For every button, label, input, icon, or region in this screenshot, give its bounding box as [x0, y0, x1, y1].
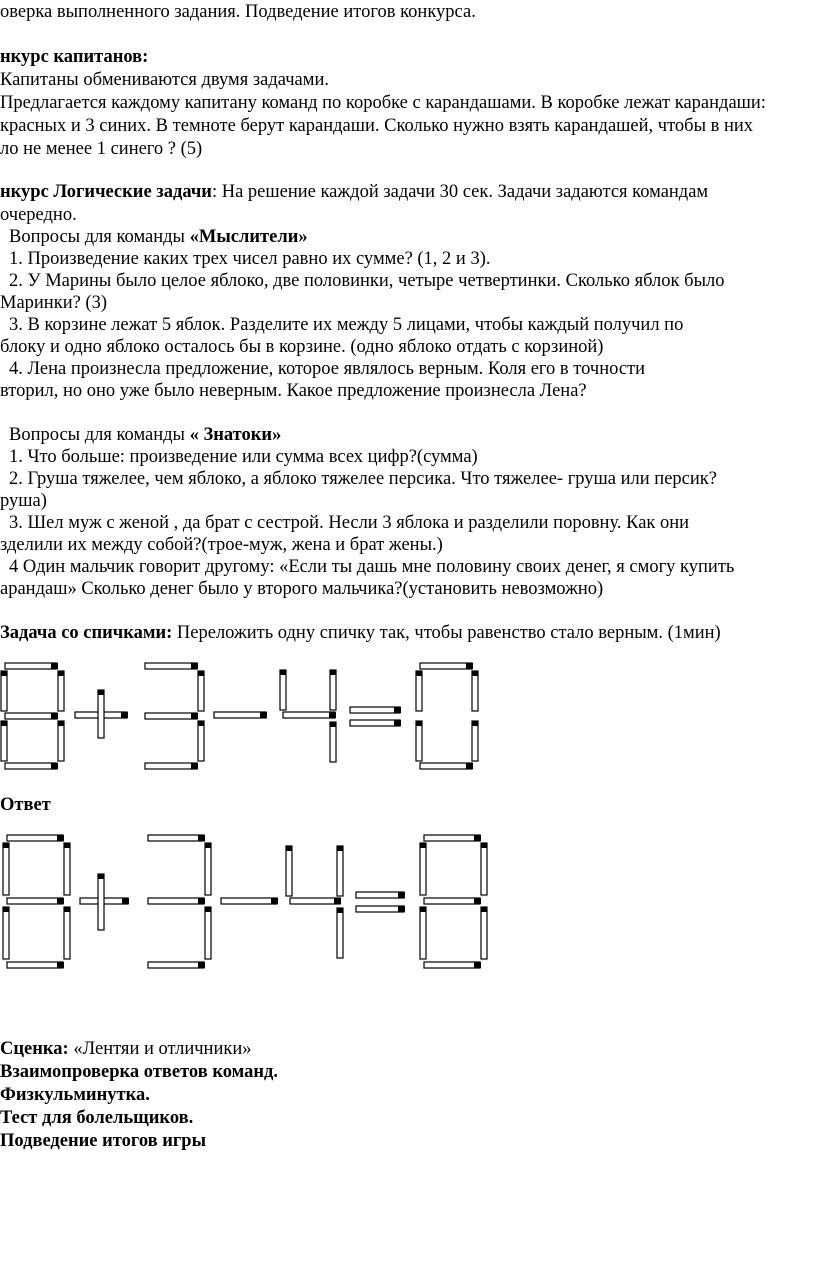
experts-q2a: 2. Груша тяжелее, чем яблоко, а яблоко тяжелее персика. Что тяжелее- груша или персик? — [9, 469, 717, 489]
match — [148, 835, 205, 841]
match — [416, 721, 422, 761]
thinkers-title-prefix: Вопросы для команды — [9, 227, 190, 247]
match — [98, 874, 104, 930]
experts-title — [9, 424, 281, 446]
puzzle-plus-sign — [75, 690, 128, 738]
thinkers-q1: 1. Произведение каких трех чисел равно их сумме? (1, 2 и 3). — [9, 249, 491, 269]
experts-q3b: зделили их между собой?(трое-муж, жена и брат жены.) — [0, 535, 443, 555]
matches-heading-bold: Задача со спичками: — [0, 623, 173, 643]
logic-heading-bold: нкурс Логические задачи — [0, 182, 212, 202]
match — [198, 671, 204, 711]
answer-equals-sign — [356, 892, 405, 912]
match — [420, 663, 473, 669]
experts-title-bold: « Знатоки» — [189, 425, 282, 445]
answer-digit-8-result — [420, 835, 487, 968]
match — [145, 763, 198, 769]
match — [5, 763, 58, 769]
closing-line-5: Подведение итогов игры — [0, 1131, 207, 1151]
match — [7, 898, 64, 904]
experts-q4b: арандаш» Сколько денег было у второго мальчика?(установить невозможно) — [0, 579, 604, 599]
closing-line-4: Тест для болельщиков. — [0, 1108, 194, 1128]
thinkers-q2a: 2. У Марины было целое яблоко, две половинки, четыре четвертинки. Сколько яблок было — [9, 271, 725, 291]
thinkers-q2b: Маринки? (3) — [0, 293, 108, 313]
match — [350, 707, 401, 713]
match — [290, 898, 341, 904]
match — [356, 906, 405, 912]
match — [205, 843, 211, 895]
captains-line-4: ло не менее 1 синего ? (5) — [0, 139, 203, 159]
match — [98, 690, 104, 738]
experts-q3a: 3. Шел муж с женой , да брат с сестрой. Несли 3 яблока и разделили поровну. Как они — [9, 513, 690, 533]
match — [286, 846, 292, 896]
answer-equation-figure — [0, 832, 500, 972]
match — [58, 721, 64, 761]
captains-line-1: Капитаны обмениваются двумя задачами. — [0, 70, 329, 90]
logic-line-2: очередно. — [0, 205, 77, 225]
logic-heading — [0, 181, 708, 203]
puzzle-digit-3 — [145, 663, 204, 769]
puzzle-equation-figure — [0, 660, 490, 775]
thinkers-title-bold: «Мыслители» — [189, 227, 308, 247]
match — [330, 670, 336, 710]
thinkers-q4a: 4. Лена произнесла предложение, которое являлось верным. Коля его в точности — [9, 359, 646, 379]
puzzle-minus-sign — [214, 712, 267, 718]
match — [350, 720, 401, 726]
answer-digit-3 — [148, 835, 211, 968]
thinkers-q3b: блоку и одно яблоко осталось бы в корзине. (одно яблоко отдать с корзиной) — [0, 337, 604, 357]
puzzle-digit-8 — [1, 663, 64, 769]
match — [198, 721, 204, 761]
match — [5, 713, 58, 719]
experts-title-prefix: Вопросы для команды — [9, 425, 190, 445]
thinkers-q3a: 3. В корзине лежат 5 яблок. Разделите их между 5 лицами, чтобы каждый получил по — [9, 315, 684, 335]
answer-label: Ответ — [0, 795, 51, 815]
experts-q1: 1. Что больше: произведение или сумма всех цифр?(сумма) — [9, 447, 478, 467]
closing-line-2: Взаимопроверка ответов команд. — [0, 1062, 278, 1082]
thinkers-title — [9, 226, 308, 248]
captains-heading: нкурс капитанов: — [0, 47, 149, 67]
match — [1, 721, 7, 761]
answer-digit-8 — [3, 835, 70, 968]
match — [424, 962, 481, 968]
match — [481, 843, 487, 895]
match — [214, 712, 267, 718]
match — [64, 907, 70, 959]
match — [424, 898, 481, 904]
match — [472, 721, 478, 761]
skit-line — [0, 1038, 252, 1060]
closing-line-3: Физкульминутка. — [0, 1085, 150, 1105]
match — [1, 671, 7, 711]
match — [424, 835, 481, 841]
answer-plus-sign — [80, 874, 129, 930]
skit-label: Сценка: — [0, 1039, 69, 1059]
match — [481, 907, 487, 959]
match — [337, 908, 343, 958]
experts-q4a: 4 Один мальчик говорит другому: «Если ты дашь мне половину своих денег, я смогу купить — [9, 557, 735, 577]
puzzle-digit-4 — [280, 670, 336, 762]
match — [3, 843, 9, 895]
match — [205, 907, 211, 959]
match — [420, 907, 426, 959]
puzzle-equals-sign — [350, 707, 401, 726]
thinkers-q4b: вторил, но оно уже было неверным. Какое предложение произнесла Лена? — [0, 381, 587, 401]
match — [330, 722, 336, 762]
answer-digit-4 — [286, 846, 343, 958]
match — [5, 663, 58, 669]
match — [283, 712, 336, 718]
match — [148, 898, 205, 904]
skit-title: «Лентяи и отличники» — [68, 1039, 252, 1059]
match — [416, 671, 422, 711]
logic-heading-rest: : На решение каждой задачи 30 сек. Задачи задаются командам — [211, 182, 709, 202]
match — [7, 962, 64, 968]
match — [472, 671, 478, 711]
matches-heading-rest: Переложить одну спичку так, чтобы равенство стало верным. (1мин) — [172, 623, 721, 643]
match — [58, 671, 64, 711]
match — [221, 898, 278, 904]
match — [420, 763, 473, 769]
answer-minus-sign — [221, 898, 278, 904]
match — [3, 907, 9, 959]
captains-line-2: Предлагается каждому капитану команд по коробке с карандашами. В коробке лежат карандаши: — [0, 93, 766, 113]
match — [7, 835, 64, 841]
match — [145, 663, 198, 669]
puzzle-digit-0 — [416, 663, 478, 769]
match — [337, 846, 343, 896]
match — [64, 843, 70, 895]
captains-line-3: красных и 3 синих. В темноте берут карандаши. Сколько нужно взять карандашей, чтобы в них — [0, 116, 754, 136]
intro-line: оверка выполненного задания. Подведение итогов конкурса. — [0, 2, 476, 22]
match — [356, 892, 405, 898]
match — [420, 843, 426, 895]
match — [145, 713, 198, 719]
match — [148, 962, 205, 968]
matches-heading — [0, 622, 721, 644]
match — [280, 670, 286, 710]
experts-q2b: руша) — [0, 491, 47, 511]
